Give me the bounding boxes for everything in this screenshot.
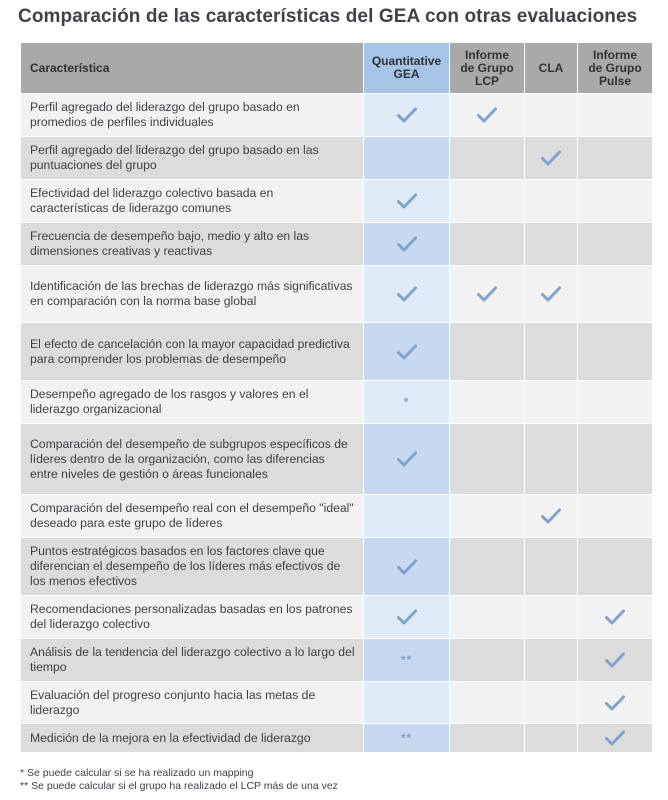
cell-pulse bbox=[578, 223, 653, 266]
header-gea-line: Quantitative bbox=[371, 54, 442, 68]
cell-pulse bbox=[578, 596, 653, 639]
feature-cell: Desempeño agregado de los rasgos y valores en el liderazgo organizacional bbox=[21, 381, 364, 424]
cell-gea bbox=[364, 424, 450, 495]
cell-pulse bbox=[578, 724, 653, 753]
header-feature bbox=[21, 43, 364, 94]
feature-cell: Perfil agregado del liderazgo del grupo basado en las puntuaciones del grupo bbox=[21, 137, 364, 180]
cell-pulse bbox=[578, 639, 653, 682]
table-row bbox=[21, 137, 653, 180]
comparison-table bbox=[20, 42, 653, 753]
cell-pulse bbox=[578, 538, 653, 596]
cell-cla bbox=[525, 137, 578, 180]
check-icon bbox=[396, 192, 418, 210]
header-lcp-line: de Grupo bbox=[460, 60, 514, 75]
header-feature-label: Característica bbox=[30, 60, 110, 75]
check-icon bbox=[540, 507, 562, 525]
footnotes bbox=[20, 767, 338, 793]
header-pulse-line: Pulse bbox=[598, 73, 631, 88]
feature-cell: Comparación del desempeño de subgrupos específicos de líderes dentro de la organización, como las diferencias entre niveles de gestión o áreas funcionales bbox=[21, 424, 364, 495]
feature-cell: Efectividad del liderazgo colectivo basada en características de liderazgo comunes bbox=[21, 180, 364, 223]
table-row bbox=[21, 639, 653, 682]
cell-lcp bbox=[450, 180, 525, 223]
cell-gea bbox=[364, 596, 450, 639]
cell-gea bbox=[364, 538, 450, 596]
header-gea bbox=[364, 43, 450, 94]
check-icon bbox=[396, 235, 418, 253]
feature-cell: Puntos estratégicos basados en los factores clave que diferencian el desempeño de los líderes más efectivos de los menos efectivos bbox=[21, 538, 364, 596]
header-lcp-line: LCP bbox=[475, 73, 499, 88]
cell-cla bbox=[525, 424, 578, 495]
feature-cell: Identificación de las brechas de liderazgo más significativas en comparación con la norma base global bbox=[21, 266, 364, 323]
check-icon bbox=[396, 608, 418, 626]
table-row bbox=[21, 266, 653, 323]
cell-lcp bbox=[450, 223, 525, 266]
header-pulse bbox=[578, 43, 653, 94]
cell-lcp bbox=[450, 323, 525, 381]
feature-cell: Evaluación del progreso conjunto hacia las metas de liderazgo bbox=[21, 682, 364, 724]
cell-pulse bbox=[578, 323, 653, 381]
cell-lcp bbox=[450, 424, 525, 495]
check-icon bbox=[604, 694, 626, 712]
header-cla-line: CLA bbox=[538, 60, 564, 75]
cell-lcp bbox=[450, 495, 525, 538]
feature-cell: Perfil agregado del liderazgo del grupo basado en promedios de perfiles individuales bbox=[21, 94, 364, 137]
cell-pulse bbox=[578, 381, 653, 424]
cell-gea bbox=[364, 724, 450, 753]
header-pulse-line: de Grupo bbox=[588, 60, 642, 75]
check-icon bbox=[396, 343, 418, 361]
cell-lcp bbox=[450, 266, 525, 323]
table-row bbox=[21, 381, 653, 424]
table-row bbox=[21, 682, 653, 724]
cell-gea bbox=[364, 323, 450, 381]
cell-pulse bbox=[578, 495, 653, 538]
cell-cla bbox=[525, 180, 578, 223]
cell-cla bbox=[525, 94, 578, 137]
check-icon bbox=[396, 285, 418, 303]
cell-pulse bbox=[578, 137, 653, 180]
cell-pulse bbox=[578, 180, 653, 223]
check-icon bbox=[396, 106, 418, 124]
cell-cla bbox=[525, 495, 578, 538]
footnote-marker: ** bbox=[400, 730, 413, 745]
table-row bbox=[21, 223, 653, 266]
footnote-marker: ** bbox=[400, 652, 413, 667]
table-body bbox=[21, 94, 653, 753]
cell-pulse bbox=[578, 682, 653, 724]
cell-gea bbox=[364, 223, 450, 266]
table-row bbox=[21, 495, 653, 538]
cell-lcp bbox=[450, 724, 525, 753]
cell-pulse bbox=[578, 424, 653, 495]
header-lcp bbox=[450, 43, 525, 94]
header-lcp-line: Informe bbox=[464, 47, 509, 62]
table-row bbox=[21, 323, 653, 381]
cell-cla bbox=[525, 596, 578, 639]
check-icon bbox=[476, 106, 498, 124]
cell-lcp bbox=[450, 381, 525, 424]
cell-lcp bbox=[450, 639, 525, 682]
check-icon bbox=[540, 285, 562, 303]
cell-lcp bbox=[450, 538, 525, 596]
cell-lcp bbox=[450, 682, 525, 724]
feature-cell: Comparación del desempeño real con el desempeño "ideal" deseado para este grupo de líderes bbox=[21, 495, 364, 538]
table-header-row bbox=[21, 43, 653, 94]
cell-lcp bbox=[450, 137, 525, 180]
feature-cell: Frecuencia de desempeño bajo, medio y alto en las dimensiones creativas y reactivas bbox=[21, 223, 364, 266]
cell-gea bbox=[364, 266, 450, 323]
cell-gea bbox=[364, 137, 450, 180]
feature-cell: Recomendaciones personalizadas basadas en los patrones del liderazgo colectivo bbox=[21, 596, 364, 639]
cell-cla bbox=[525, 682, 578, 724]
cell-gea bbox=[364, 94, 450, 137]
cell-gea bbox=[364, 682, 450, 724]
cell-cla bbox=[525, 223, 578, 266]
check-icon bbox=[604, 729, 626, 747]
check-icon bbox=[396, 558, 418, 576]
cell-cla bbox=[525, 266, 578, 323]
header-cla bbox=[525, 43, 578, 94]
footnote: * Se puede calcular si se ha realizado un mapping bbox=[20, 767, 254, 779]
table-row bbox=[21, 538, 653, 596]
cell-gea bbox=[364, 381, 450, 424]
feature-cell: Medición de la mejora en la efectividad de liderazgo bbox=[21, 724, 364, 753]
feature-cell: Análisis de la tendencia del liderazgo colectivo a lo largo del tiempo bbox=[21, 639, 364, 682]
cell-pulse bbox=[578, 266, 653, 323]
cell-lcp bbox=[450, 94, 525, 137]
page-title: Comparación de las características del GEA con otras evaluaciones bbox=[18, 6, 638, 27]
check-icon bbox=[540, 149, 562, 167]
cell-lcp bbox=[450, 596, 525, 639]
cell-gea bbox=[364, 639, 450, 682]
feature-cell: El efecto de cancelación con la mayor capacidad predictiva para comprender los problemas de desempeño bbox=[21, 323, 364, 381]
table-row bbox=[21, 596, 653, 639]
check-icon bbox=[604, 608, 626, 626]
table-row bbox=[21, 180, 653, 223]
footnote: ** Se puede calcular si el grupo ha realizado el LCP más de una vez bbox=[20, 780, 338, 792]
check-icon bbox=[396, 450, 418, 468]
cell-pulse bbox=[578, 94, 653, 137]
cell-cla bbox=[525, 538, 578, 596]
table-row bbox=[21, 724, 653, 753]
cell-cla bbox=[525, 323, 578, 381]
header-pulse-line: Informe bbox=[592, 47, 637, 62]
check-icon bbox=[476, 285, 498, 303]
check-icon bbox=[604, 651, 626, 669]
cell-cla bbox=[525, 639, 578, 682]
cell-gea bbox=[364, 180, 450, 223]
cell-gea bbox=[364, 495, 450, 538]
cell-cla bbox=[525, 724, 578, 753]
cell-cla bbox=[525, 381, 578, 424]
footnote-marker: * bbox=[403, 394, 410, 409]
header-gea-line: GEA bbox=[393, 67, 420, 81]
table-row bbox=[21, 424, 653, 495]
table-row bbox=[21, 94, 653, 137]
